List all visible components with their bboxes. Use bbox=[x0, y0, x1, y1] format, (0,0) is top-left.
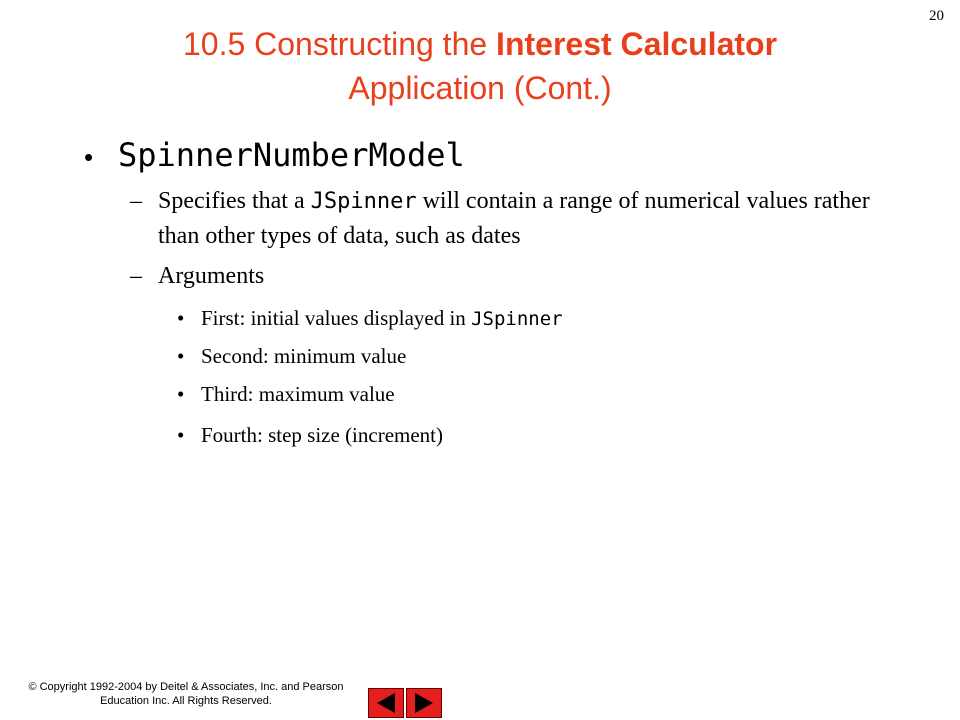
arrow-right-icon bbox=[407, 689, 441, 717]
arrow-left-icon bbox=[369, 689, 403, 717]
copyright-footer bbox=[6, 680, 366, 708]
argument-item bbox=[177, 304, 563, 333]
argument-text: Fourth: step size (increment) bbox=[201, 423, 444, 447]
code-jspinner: JSpinner bbox=[471, 308, 563, 330]
argument-text: Second: minimum value bbox=[201, 344, 407, 368]
bullet-dot: • bbox=[177, 423, 185, 447]
argument-item bbox=[177, 421, 443, 449]
code-jspinner: JSpinner bbox=[310, 189, 417, 214]
sub-bullet-text bbox=[158, 184, 890, 253]
argument-item bbox=[177, 380, 395, 408]
sub-bullet-arguments bbox=[130, 259, 890, 293]
sub-bullet-specifies bbox=[130, 184, 890, 253]
title-bold: Interest Calculator bbox=[496, 26, 778, 62]
text-part: Specifies that a bbox=[158, 188, 311, 214]
bullet-dot: • bbox=[177, 306, 185, 330]
title-prefix: 10.5 Constructing the bbox=[182, 26, 497, 62]
argument-item bbox=[177, 342, 406, 370]
main-bullet bbox=[84, 136, 465, 174]
dash-marker: – bbox=[130, 188, 142, 214]
argument-text bbox=[201, 304, 563, 333]
next-slide-button[interactable] bbox=[406, 688, 442, 718]
bullet-dot: • bbox=[177, 382, 185, 406]
text-part: First: initial values displayed in bbox=[201, 306, 472, 330]
dash-marker: – bbox=[130, 263, 142, 289]
argument-text: Third: maximum value bbox=[201, 382, 395, 406]
page-number: 20 bbox=[929, 8, 944, 24]
slide-title bbox=[60, 22, 900, 110]
previous-slide-button[interactable] bbox=[368, 688, 404, 718]
bullet-dot: • bbox=[84, 142, 94, 172]
text-part: will contain a range of numerical values rather than other types of data, such as dates bbox=[158, 188, 870, 249]
footer-line: © Copyright 1992-2004 by Deitel & Associates, Inc. and Pearson bbox=[28, 681, 344, 693]
bullet-dot: • bbox=[177, 344, 185, 368]
main-bullet-text: SpinnerNumberModel bbox=[118, 136, 465, 174]
footer-line: Education Inc. All Rights Reserved. bbox=[100, 695, 272, 707]
sub-bullet-text: Arguments bbox=[158, 263, 265, 289]
title-suffix: Application (Cont.) bbox=[348, 70, 612, 106]
